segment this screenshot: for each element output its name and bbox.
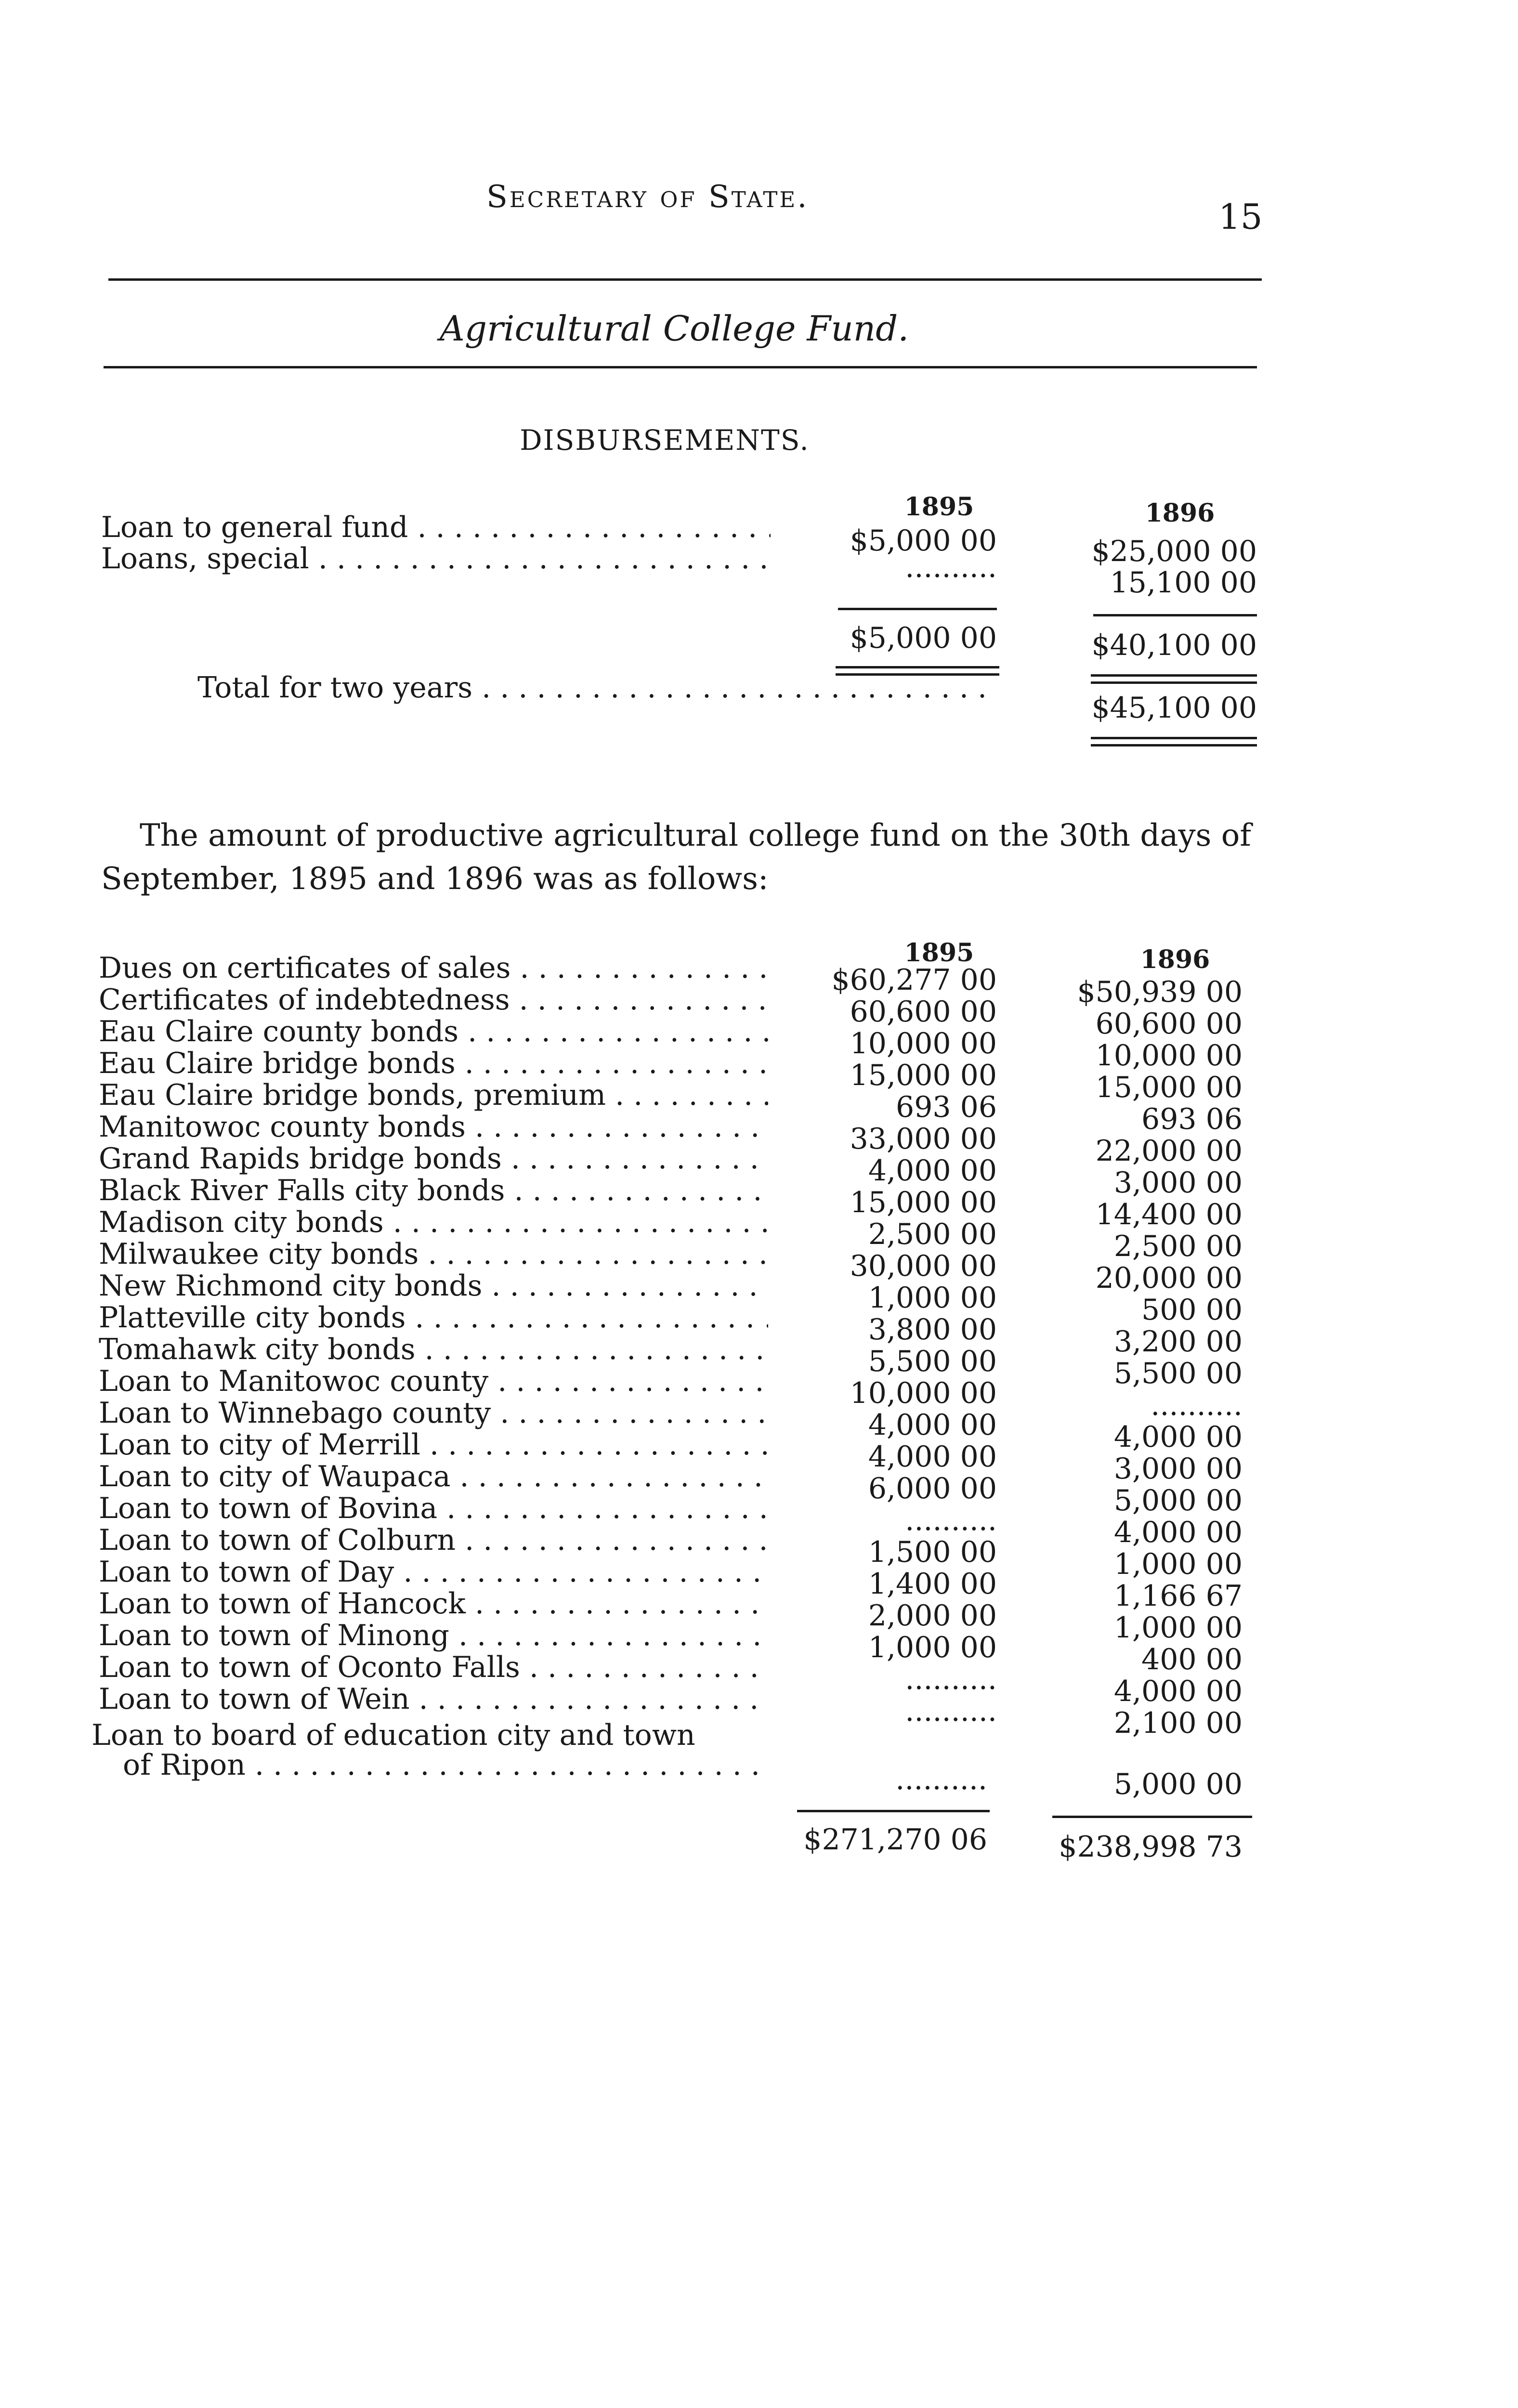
prod-year-1895: 1895 bbox=[904, 938, 974, 968]
prod-row-1896: 1,000 00 bbox=[1113, 1611, 1243, 1645]
prod-row-1896: 2,500 00 bbox=[1113, 1230, 1243, 1263]
prod-row-label: Loan to town of Bovina . . . bbox=[99, 1492, 768, 1525]
prod-row-1896: 1,000 00 bbox=[1113, 1547, 1243, 1581]
prod-row-label: Eau Claire county bonds . . . bbox=[99, 1015, 768, 1048]
prod-row-label: Loan to town of Wein . . . bbox=[99, 1682, 768, 1716]
prod-row-1895: .......... bbox=[905, 1662, 997, 1696]
disb-year-1895: 1895 bbox=[904, 492, 974, 522]
prod-row-label: New Richmond city bonds . . . bbox=[99, 1269, 768, 1303]
prod-row-1895: 4,000 00 bbox=[868, 1154, 997, 1188]
prod-row-1895: .......... bbox=[905, 1694, 997, 1728]
prod-row-1896: $50,939 00 bbox=[1077, 975, 1243, 1009]
prod-row-label: Loan to town of Minong . . . bbox=[99, 1619, 768, 1652]
prod-row-label: Certificates of indebtedness . . . bbox=[99, 983, 768, 1017]
prod-row-1895: 10,000 00 bbox=[850, 1376, 997, 1410]
prod-row-1896: 15,000 00 bbox=[1095, 1071, 1243, 1104]
prod-row-1896: 20,000 00 bbox=[1095, 1261, 1243, 1295]
prod-row-1895: 4,000 00 bbox=[868, 1440, 997, 1474]
prod-total-1895: $271,270 06 bbox=[803, 1823, 987, 1857]
disb-row-label: Loans, special . . . bbox=[101, 542, 771, 576]
prod-row-label: Platteville city bonds . . . bbox=[99, 1301, 768, 1335]
prod-row-1896: 500 00 bbox=[1141, 1293, 1243, 1327]
prod-year-1896: 1896 bbox=[1140, 945, 1210, 974]
prod-row-label: Manitowoc county bonds . . . bbox=[99, 1110, 768, 1144]
disb-row-1895: .......... bbox=[905, 550, 997, 584]
prod-row-label: Loan to town of Colburn . . . bbox=[99, 1523, 768, 1557]
prod-rule-1895 bbox=[797, 1810, 990, 1812]
disbursements-heading: DISBURSEMENTS. bbox=[520, 424, 810, 457]
prod-row-label: Eau Claire bridge bonds . . . bbox=[99, 1047, 768, 1080]
fund-title: Agricultural College Fund. bbox=[439, 308, 909, 349]
prod-row-label: Eau Claire bridge bonds, premium . . . bbox=[99, 1078, 768, 1112]
prod-row-1895: 15,000 00 bbox=[850, 1186, 997, 1219]
page-number: 15 bbox=[1218, 196, 1263, 237]
disb-row-label: Loan to general fund . . . bbox=[101, 510, 771, 544]
prod-row-1896: 5,000 00 bbox=[1113, 1484, 1243, 1518]
prod-row-1896: 14,400 00 bbox=[1095, 1198, 1243, 1231]
prod-row-1895: 60,600 00 bbox=[850, 995, 997, 1029]
prod-row-label: Loan to Manitowoc county . . . bbox=[99, 1364, 768, 1398]
prod-row-1896: 2,100 00 bbox=[1113, 1706, 1243, 1740]
prod-row-1895: 1,000 00 bbox=[868, 1281, 997, 1315]
prod-row-1895: 6,000 00 bbox=[868, 1472, 997, 1505]
prod-row-1895: 3,800 00 bbox=[868, 1313, 997, 1347]
prod-row-1895: 2,000 00 bbox=[868, 1599, 997, 1633]
disb-row-1896: 15,100 00 bbox=[1110, 566, 1257, 600]
ripon-label-line1: Loan to board of education city and town bbox=[92, 1718, 695, 1752]
prod-total-1896: $238,998 73 bbox=[1059, 1830, 1243, 1864]
prod-row-1895: 30,000 00 bbox=[850, 1249, 997, 1283]
total-double-rule bbox=[1091, 737, 1257, 746]
prod-row-1895: 33,000 00 bbox=[850, 1122, 997, 1156]
prod-row-1896: 1,166 67 bbox=[1113, 1579, 1243, 1613]
prod-row-1896: 5,500 00 bbox=[1113, 1357, 1243, 1390]
prod-row-label: Black River Falls city bonds . . . bbox=[99, 1174, 768, 1207]
title-rule bbox=[104, 366, 1257, 368]
prod-row-1896: 3,200 00 bbox=[1113, 1325, 1243, 1359]
prod-row-1895: 10,000 00 bbox=[850, 1027, 997, 1060]
prod-row-1895: 1,000 00 bbox=[868, 1631, 997, 1664]
prod-row-label: Loan to town of Day . . . bbox=[99, 1555, 768, 1589]
prod-row-1895: 693 06 bbox=[896, 1090, 997, 1124]
prod-row-label: Madison city bonds . . . bbox=[99, 1205, 768, 1239]
prod-row-1895: $60,277 00 bbox=[831, 963, 997, 997]
disb-row-1896: $25,000 00 bbox=[1091, 535, 1257, 568]
disb-rule-1896 bbox=[1093, 614, 1257, 616]
prod-row-label: Tomahawk city bonds . . . bbox=[99, 1333, 768, 1366]
prod-row-label: Grand Rapids bridge bonds . . . bbox=[99, 1142, 768, 1176]
ripon-1896: 5,000 00 bbox=[1113, 1767, 1243, 1801]
prod-row-1896: 3,000 00 bbox=[1113, 1166, 1243, 1200]
prod-row-1896: 4,000 00 bbox=[1113, 1516, 1243, 1549]
disb-rule-1895 bbox=[838, 608, 997, 610]
prod-row-1896: 60,600 00 bbox=[1095, 1007, 1243, 1041]
top-rule bbox=[108, 278, 1262, 281]
prod-row-1895: 4,000 00 bbox=[868, 1408, 997, 1442]
prod-row-1895: 2,500 00 bbox=[868, 1217, 997, 1251]
prod-row-1895: 1,400 00 bbox=[868, 1567, 997, 1601]
prod-row-1895: .......... bbox=[905, 1504, 997, 1537]
prod-row-1895: 5,500 00 bbox=[868, 1345, 997, 1378]
intro-paragraph: The amount of productive agricultural college fund on the 30th days of September, 1895 and 1896 was as follows: bbox=[101, 818, 1251, 897]
total-two-years-label: Total for two years . . . bbox=[197, 671, 992, 705]
prod-row-label: Loan to Winnebago county . . . bbox=[99, 1396, 768, 1430]
prod-row-1896: .......... bbox=[1151, 1388, 1243, 1422]
prod-row-1895: 1,500 00 bbox=[868, 1535, 997, 1569]
prod-rule-1896 bbox=[1052, 1816, 1252, 1818]
prod-row-1896: 4,000 00 bbox=[1113, 1675, 1243, 1708]
prod-row-label: Dues on certificates of sales . . . bbox=[99, 951, 768, 985]
prod-row-label: Loan to town of Hancock . . . bbox=[99, 1587, 768, 1621]
ripon-1895: .......... bbox=[895, 1763, 987, 1796]
prod-row-label: Loan to city of Merrill . . . bbox=[99, 1428, 768, 1462]
disb-double-rule-1896 bbox=[1091, 674, 1257, 684]
prod-row-1896: 22,000 00 bbox=[1095, 1134, 1243, 1168]
disb-year-1896: 1896 bbox=[1145, 498, 1215, 528]
prod-row-1896: 4,000 00 bbox=[1113, 1420, 1243, 1454]
prod-row-label: Loan to city of Waupaca . . . bbox=[99, 1460, 768, 1493]
prod-row-label: Milwaukee city bonds . . . bbox=[99, 1237, 768, 1271]
prod-row-label: Loan to town of Oconto Falls . . . bbox=[99, 1650, 768, 1684]
disb-subtotal-1895: $5,000 00 bbox=[850, 621, 997, 655]
prod-row-1896: 693 06 bbox=[1141, 1102, 1243, 1136]
prod-row-1896: 3,000 00 bbox=[1113, 1452, 1243, 1486]
running-header: Secretary of State. bbox=[486, 179, 809, 215]
prod-row-1896: 400 00 bbox=[1141, 1643, 1243, 1676]
prod-row-1895: 15,000 00 bbox=[850, 1059, 997, 1092]
ripon-label-line2: of Ripon . . . bbox=[123, 1748, 759, 1782]
disb-subtotal-1896: $40,100 00 bbox=[1091, 628, 1257, 662]
disb-row-1895: $5,000 00 bbox=[850, 524, 997, 558]
total-two-years-value: $45,100 00 bbox=[1091, 691, 1257, 725]
prod-row-1896: 10,000 00 bbox=[1095, 1039, 1243, 1073]
